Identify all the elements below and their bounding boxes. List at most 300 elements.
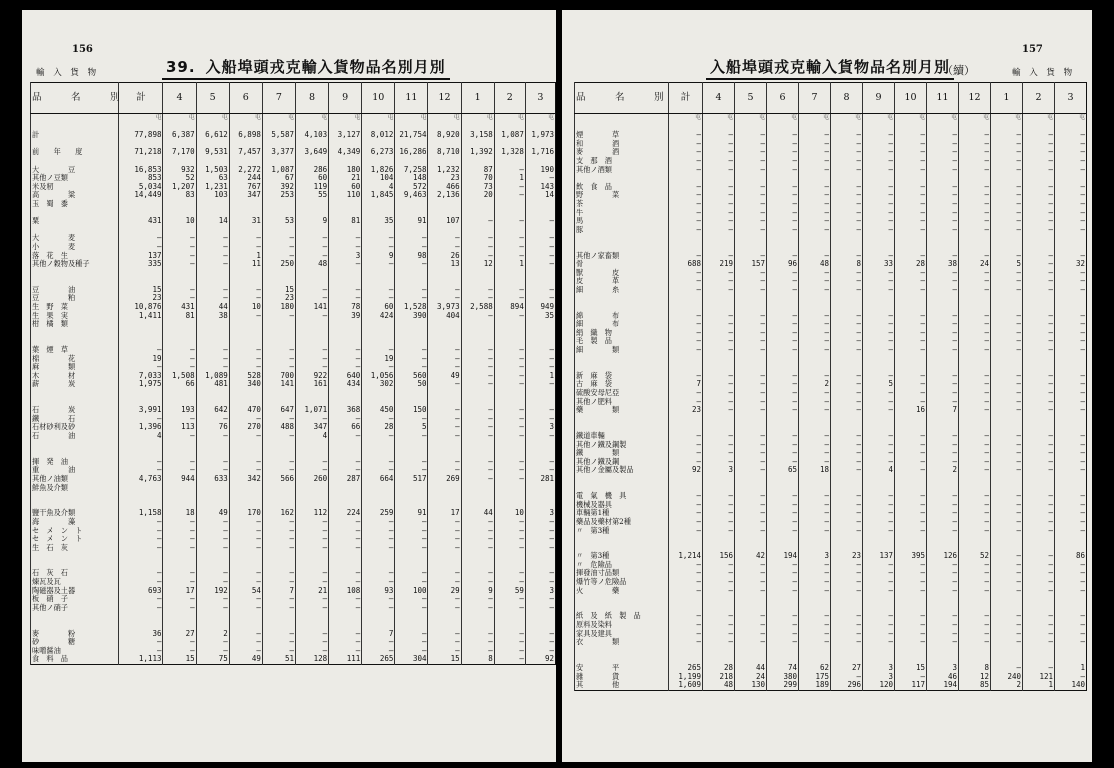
table-cell: —	[525, 260, 555, 269]
table-cell: —	[959, 380, 991, 389]
table-cell	[927, 234, 959, 243]
table-cell: —	[1055, 166, 1087, 175]
table-cell: —	[1023, 380, 1055, 389]
table-cell: —	[1023, 501, 1055, 510]
table-cell: —	[119, 243, 163, 252]
table-cell	[525, 552, 555, 561]
row-label	[31, 552, 119, 561]
table-cell: 128	[295, 655, 328, 664]
table-cell: —	[1055, 191, 1087, 200]
table-cell: —	[119, 647, 163, 656]
table-cell: 1,113	[119, 655, 163, 664]
table-cell: —	[669, 518, 703, 527]
table-cell: —	[395, 569, 428, 578]
table-cell	[735, 234, 767, 243]
table-cell: —	[863, 148, 895, 157]
table-cell: —	[262, 604, 295, 613]
table-cell: —	[494, 406, 525, 415]
table-cell	[229, 269, 262, 278]
table-cell: —	[767, 277, 799, 286]
table-cell: —	[927, 492, 959, 501]
table-cell: —	[735, 166, 767, 175]
table-cell: —	[767, 148, 799, 157]
table-cell: —	[991, 200, 1023, 209]
row-label: 骨	[575, 260, 669, 269]
table-cell: —	[991, 389, 1023, 398]
table-cell: 3	[863, 673, 895, 682]
table-cell: —	[703, 286, 735, 295]
table-row	[575, 544, 1087, 553]
table-cell: 7,258	[395, 166, 428, 175]
table-cell: 140	[1055, 681, 1087, 690]
table-cell: 5,034	[119, 183, 163, 192]
table-cell: —	[863, 252, 895, 261]
table-cell: —	[1023, 329, 1055, 338]
table-cell: —	[959, 587, 991, 596]
table-number: 39.	[166, 58, 196, 76]
table-row	[575, 449, 1087, 458]
table-cell: —	[703, 337, 735, 346]
table-cell	[163, 269, 196, 278]
table-cell: —	[735, 569, 767, 578]
table-cell: —	[895, 140, 927, 149]
page-number-right: 157	[1022, 44, 1043, 55]
row-label: 藥品及藥材第2種	[575, 518, 669, 527]
table-row	[575, 174, 1087, 183]
table-cell: 121	[1023, 673, 1055, 682]
table-cell: —	[262, 415, 295, 424]
table-cell	[1055, 595, 1087, 604]
row-label: 爆竹等ノ危險品	[575, 578, 669, 587]
column-header-month: 1	[461, 83, 494, 114]
table-cell: —	[669, 183, 703, 192]
row-label: 生 果 実	[31, 312, 119, 321]
table-cell	[1023, 294, 1055, 303]
table-cell	[525, 441, 555, 450]
table-cell: —	[329, 630, 362, 639]
table-cell	[959, 234, 991, 243]
table-cell: 2,136	[428, 191, 461, 200]
table-cell: —	[991, 561, 1023, 570]
table-cell: —	[461, 432, 494, 441]
table-cell: —	[735, 346, 767, 355]
table-cell: —	[362, 346, 395, 355]
table-cell: —	[767, 527, 799, 536]
table-cell: —	[831, 569, 863, 578]
table-cell: —	[1055, 398, 1087, 407]
table-cell: 81	[329, 217, 362, 226]
row-label: 和 酒	[575, 140, 669, 149]
table-cell	[196, 269, 229, 278]
table-cell: —	[735, 638, 767, 647]
table-cell: —	[991, 527, 1023, 536]
table-row	[31, 217, 556, 226]
column-header-month: 8	[295, 83, 328, 114]
table-cell: —	[927, 380, 959, 389]
table-cell: —	[1023, 183, 1055, 192]
table-cell: —	[669, 131, 703, 140]
table-cell: 31	[229, 217, 262, 226]
table-cell: —	[119, 527, 163, 536]
table-cell: —	[196, 415, 229, 424]
table-cell: 162	[262, 509, 295, 518]
table-cell	[669, 535, 703, 544]
table-cell: —	[959, 449, 991, 458]
table-cell: —	[669, 389, 703, 398]
table-cell	[295, 484, 328, 493]
table-cell: 48	[799, 260, 831, 269]
table-cell: —	[863, 191, 895, 200]
table-row	[31, 380, 556, 389]
table-cell	[163, 320, 196, 329]
left-page	[22, 10, 556, 762]
table-cell: —	[735, 372, 767, 381]
table-cell: 10	[494, 509, 525, 518]
table-cell: 9	[362, 252, 395, 261]
table-cell: 1,232	[428, 166, 461, 175]
table-cell: —	[959, 612, 991, 621]
table-cell: 59	[494, 587, 525, 596]
table-cell: —	[196, 363, 229, 372]
table-cell: 3,158	[461, 131, 494, 140]
table-cell: 38	[927, 260, 959, 269]
table-cell: —	[295, 346, 328, 355]
table-cell: —	[525, 217, 555, 226]
row-label: 其他ノ豆類	[31, 174, 119, 183]
table-cell	[362, 269, 395, 278]
table-cell: —	[395, 604, 428, 613]
table-cell: —	[735, 630, 767, 639]
table-cell: —	[262, 466, 295, 475]
table-cell: —	[799, 148, 831, 157]
table-cell: 111	[329, 655, 362, 664]
table-cell: —	[494, 217, 525, 226]
table-cell: —	[525, 527, 555, 536]
table-cell: —	[767, 612, 799, 621]
table-cell: —	[669, 621, 703, 630]
row-label: 其他ノ家畜類	[575, 252, 669, 261]
table-cell: —	[1055, 277, 1087, 286]
table-cell: 1,411	[119, 312, 163, 321]
table-cell: —	[767, 337, 799, 346]
table-cell: —	[959, 561, 991, 570]
column-header-month: 7	[262, 83, 295, 114]
table-cell: 3,973	[428, 303, 461, 312]
table-cell: —	[991, 329, 1023, 338]
table-cell: 3	[799, 552, 831, 561]
table-cell: —	[831, 269, 863, 278]
table-cell	[395, 389, 428, 398]
table-cell	[494, 492, 525, 501]
table-cell	[461, 484, 494, 493]
table-cell: —	[735, 380, 767, 389]
row-label: 海 藻	[31, 518, 119, 527]
table-cell: —	[703, 449, 735, 458]
table-cell: —	[1055, 286, 1087, 295]
table-cell: 75	[196, 655, 229, 664]
table-cell: 7,170	[163, 148, 196, 157]
table-cell	[767, 415, 799, 424]
column-header-month: 2	[494, 83, 525, 114]
table-cell: —	[525, 535, 555, 544]
table-cell: —	[831, 561, 863, 570]
table-cell: —	[669, 569, 703, 578]
table-row	[575, 260, 1087, 269]
table-cell: 4	[119, 432, 163, 441]
table-cell: 340	[229, 380, 262, 389]
table-cell: 296	[831, 681, 863, 690]
table-cell: —	[703, 389, 735, 398]
row-label: 火 藥	[575, 587, 669, 596]
table-cell	[959, 595, 991, 604]
table-cell: 33	[863, 260, 895, 269]
table-row	[575, 183, 1087, 192]
table-cell: —	[525, 174, 555, 183]
row-label: 砂 糖	[31, 638, 119, 647]
table-cell: —	[1023, 226, 1055, 235]
table-cell: —	[229, 527, 262, 536]
table-cell: 77,898	[119, 131, 163, 140]
table-cell	[329, 329, 362, 338]
table-cell: —	[735, 466, 767, 475]
table-cell: —	[395, 466, 428, 475]
table-cell: —	[196, 252, 229, 261]
table-cell: 29	[428, 587, 461, 596]
table-cell: —	[461, 604, 494, 613]
table-cell: —	[735, 612, 767, 621]
table-cell: 49	[428, 372, 461, 381]
table-cell: 137	[119, 252, 163, 261]
table-cell: 922	[295, 372, 328, 381]
table-cell: 16	[895, 406, 927, 415]
column-header-month: 計	[119, 83, 163, 114]
row-label	[31, 389, 119, 398]
table-cell	[196, 320, 229, 329]
table-cell: —	[295, 569, 328, 578]
table-cell: —	[362, 595, 395, 604]
table-cell	[262, 484, 295, 493]
table-cell	[395, 552, 428, 561]
table-cell: —	[799, 166, 831, 175]
table-cell: —	[1055, 226, 1087, 235]
table-cell	[329, 200, 362, 209]
table-row	[575, 561, 1087, 570]
table-row	[575, 552, 1087, 561]
table-cell: —	[494, 458, 525, 467]
table-cell	[1023, 355, 1055, 364]
table-cell: —	[262, 346, 295, 355]
table-cell: —	[428, 466, 461, 475]
table-cell: 屯	[119, 114, 163, 123]
table-cell: —	[863, 612, 895, 621]
table-cell: 屯	[229, 114, 262, 123]
row-label: 味噌醤油	[31, 647, 119, 656]
table-cell: —	[525, 630, 555, 639]
table-cell	[461, 492, 494, 501]
table-cell	[927, 415, 959, 424]
table-cell: —	[669, 226, 703, 235]
table-cell: —	[831, 277, 863, 286]
table-cell: —	[799, 286, 831, 295]
table-cell: —	[863, 269, 895, 278]
table-cell: —	[767, 329, 799, 338]
table-cell: —	[895, 312, 927, 321]
table-row	[575, 527, 1087, 536]
table-cell	[262, 441, 295, 450]
table-row	[575, 234, 1087, 243]
table-cell: 9	[461, 587, 494, 596]
table-cell: —	[703, 320, 735, 329]
table-cell: —	[395, 363, 428, 372]
table-cell: —	[895, 527, 927, 536]
table-cell: —	[119, 466, 163, 475]
table-cell: 44	[196, 303, 229, 312]
table-cell: 180	[329, 166, 362, 175]
row-label	[31, 269, 119, 278]
table-cell: —	[262, 647, 295, 656]
table-cell: —	[1055, 157, 1087, 166]
table-row	[575, 157, 1087, 166]
table-cell: —	[119, 415, 163, 424]
table-cell: —	[799, 449, 831, 458]
table-cell: —	[863, 337, 895, 346]
table-cell	[362, 329, 395, 338]
table-cell: —	[196, 595, 229, 604]
row-label: 茶	[575, 200, 669, 209]
table-cell: —	[1055, 312, 1087, 321]
column-header-month: 11	[927, 83, 959, 114]
table-cell: —	[461, 458, 494, 467]
table-cell: —	[895, 166, 927, 175]
table-cell	[799, 475, 831, 484]
table-cell: —	[895, 320, 927, 329]
table-cell: —	[119, 363, 163, 372]
table-cell: —	[863, 320, 895, 329]
table-cell: —	[767, 569, 799, 578]
table-cell: —	[329, 286, 362, 295]
table-cell: —	[362, 466, 395, 475]
table-cell: 55	[295, 191, 328, 200]
table-cell: —	[991, 157, 1023, 166]
table-cell: 4	[362, 183, 395, 192]
row-label	[31, 612, 119, 621]
table-row	[31, 552, 556, 561]
table-cell	[991, 234, 1023, 243]
table-cell: 7	[262, 587, 295, 596]
table-cell: —	[295, 415, 328, 424]
table-cell	[494, 552, 525, 561]
table-cell	[525, 329, 555, 338]
table-cell: —	[703, 587, 735, 596]
table-cell: —	[767, 501, 799, 510]
table-cell: 434	[329, 380, 362, 389]
table-cell	[196, 329, 229, 338]
table-cell: —	[767, 226, 799, 235]
table-cell: —	[1055, 337, 1087, 346]
table-cell: —	[959, 630, 991, 639]
table-cell	[428, 200, 461, 209]
table-cell: —	[991, 217, 1023, 226]
table-row	[575, 569, 1087, 578]
table-cell: 6,612	[196, 131, 229, 140]
table-cell: —	[735, 217, 767, 226]
table-cell	[1023, 415, 1055, 424]
table-cell: —	[163, 355, 196, 364]
table-cell	[163, 200, 196, 209]
table-cell	[767, 234, 799, 243]
table-cell	[494, 200, 525, 209]
table-cell: 853	[119, 174, 163, 183]
table-cell: —	[991, 346, 1023, 355]
table-cell: 3	[329, 252, 362, 261]
table-cell: —	[525, 363, 555, 372]
table-cell: —	[799, 638, 831, 647]
table-cell: 81	[163, 312, 196, 321]
table-cell: —	[229, 569, 262, 578]
table-cell: —	[799, 131, 831, 140]
table-cell: —	[395, 234, 428, 243]
table-cell: —	[295, 578, 328, 587]
table-cell: —	[295, 527, 328, 536]
table-cell	[703, 647, 735, 656]
table-cell: —	[927, 458, 959, 467]
table-cell	[1055, 294, 1087, 303]
table-cell	[991, 294, 1023, 303]
table-cell: 175	[799, 673, 831, 682]
table-cell: —	[262, 544, 295, 553]
table-cell	[525, 612, 555, 621]
table-cell	[295, 320, 328, 329]
table-cell: —	[461, 346, 494, 355]
table-row	[575, 441, 1087, 450]
table-cell: —	[927, 346, 959, 355]
table-cell: —	[831, 630, 863, 639]
table-cell: —	[799, 329, 831, 338]
table-cell: 141	[262, 380, 295, 389]
row-label: 重 油	[31, 466, 119, 475]
table-cell: —	[735, 527, 767, 536]
table-cell: 18	[799, 466, 831, 475]
table-cell: 270	[229, 423, 262, 432]
row-label	[31, 209, 119, 218]
table-cell	[669, 595, 703, 604]
table-cell: —	[703, 527, 735, 536]
row-label	[575, 234, 669, 243]
table-row	[31, 432, 556, 441]
table-cell: —	[329, 569, 362, 578]
table-cell	[461, 320, 494, 329]
table-cell: —	[799, 621, 831, 630]
table-cell: —	[1023, 191, 1055, 200]
table-cell: —	[428, 595, 461, 604]
table-cell: —	[959, 441, 991, 450]
table-cell: —	[525, 458, 555, 467]
table-cell: —	[295, 535, 328, 544]
table-cell: —	[959, 466, 991, 475]
table-cell: 5	[863, 380, 895, 389]
table-cell: —	[959, 527, 991, 536]
table-cell: 108	[329, 587, 362, 596]
table-row	[31, 320, 556, 329]
row-label: 其他ノ酒類	[575, 166, 669, 175]
table-cell: —	[1055, 320, 1087, 329]
table-cell	[831, 415, 863, 424]
table-cell: —	[927, 389, 959, 398]
table-cell: —	[799, 509, 831, 518]
table-cell: 1,826	[362, 166, 395, 175]
table-cell: —	[927, 621, 959, 630]
column-header-month: 9	[863, 83, 895, 114]
